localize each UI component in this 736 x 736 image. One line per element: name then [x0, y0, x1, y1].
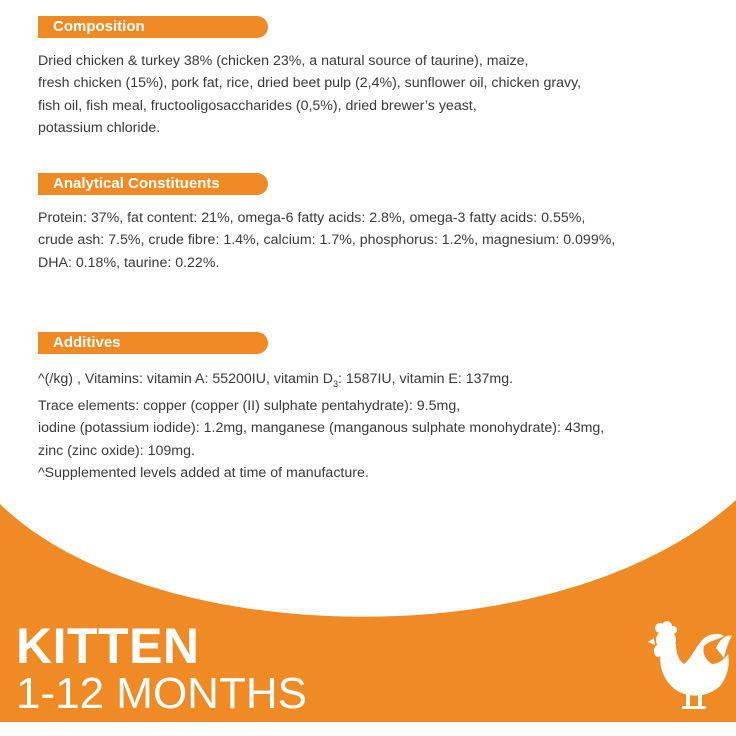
- additives-heading: Additives: [38, 332, 268, 354]
- additives-line: [38, 368, 728, 395]
- additives-line: Trace elements: copper (copper (II) sulphate pentahydrate): 9.5mg,: [38, 398, 461, 415]
- composition-heading: Composition: [38, 16, 268, 38]
- composition-line: fish oil, fish meal, fructooligosaccharides (0,5%), dried brewer’s yeast,: [38, 97, 477, 114]
- analytical-line: Protein: 37%, fat content: 21%, omega-6 fatty acids: 2.8%, omega-3 fatty acids: 0.55%,: [38, 210, 586, 226]
- additives-line-part: ^(/kg) , Vitamins: vitamin A: 55200IU, vitamin D: [38, 371, 333, 387]
- additives-line: ^Supplemented levels added at time of manufacture.: [38, 465, 369, 482]
- composition-line: potassium chloride.: [38, 119, 161, 136]
- chicken-icon: [648, 620, 732, 712]
- analytical-heading: Analytical Constituents: [38, 173, 268, 195]
- additives-line: iodine (potassium iodide): 1.2mg, manganese (manganous sulphate monohydrate): 43mg,: [38, 420, 605, 437]
- kitten-title: KITTEN: [16, 618, 200, 674]
- kitten-age: 1-12 MONTHS: [16, 669, 307, 718]
- additives-line-part: : 1587IU, vitamin E: 137mg.: [338, 371, 514, 387]
- composition-line: Dried chicken & turkey 38% (chicken 23%, a natural source of taurine), maize,: [38, 53, 529, 69]
- analytical-line: DHA: 0.18%, taurine: 0.22%.: [38, 254, 220, 271]
- bottom-border: [0, 722, 736, 736]
- analytical-text: [38, 207, 728, 274]
- composition-text: [38, 50, 728, 139]
- subscript: 3: [332, 378, 338, 389]
- additives-line: zinc (zinc oxide): 109mg.: [38, 442, 195, 459]
- composition-line: fresh chicken (15%), pork fat, rice, dried beet pulp (2,4%), sunflower oil, chicken gravy,: [38, 75, 582, 92]
- analytical-line: crude ash: 7.5%, crude fibre: 1.4%, calcium: 1.7%, phosphorus: 1.2%, magnesium: 0.099%,: [38, 232, 616, 249]
